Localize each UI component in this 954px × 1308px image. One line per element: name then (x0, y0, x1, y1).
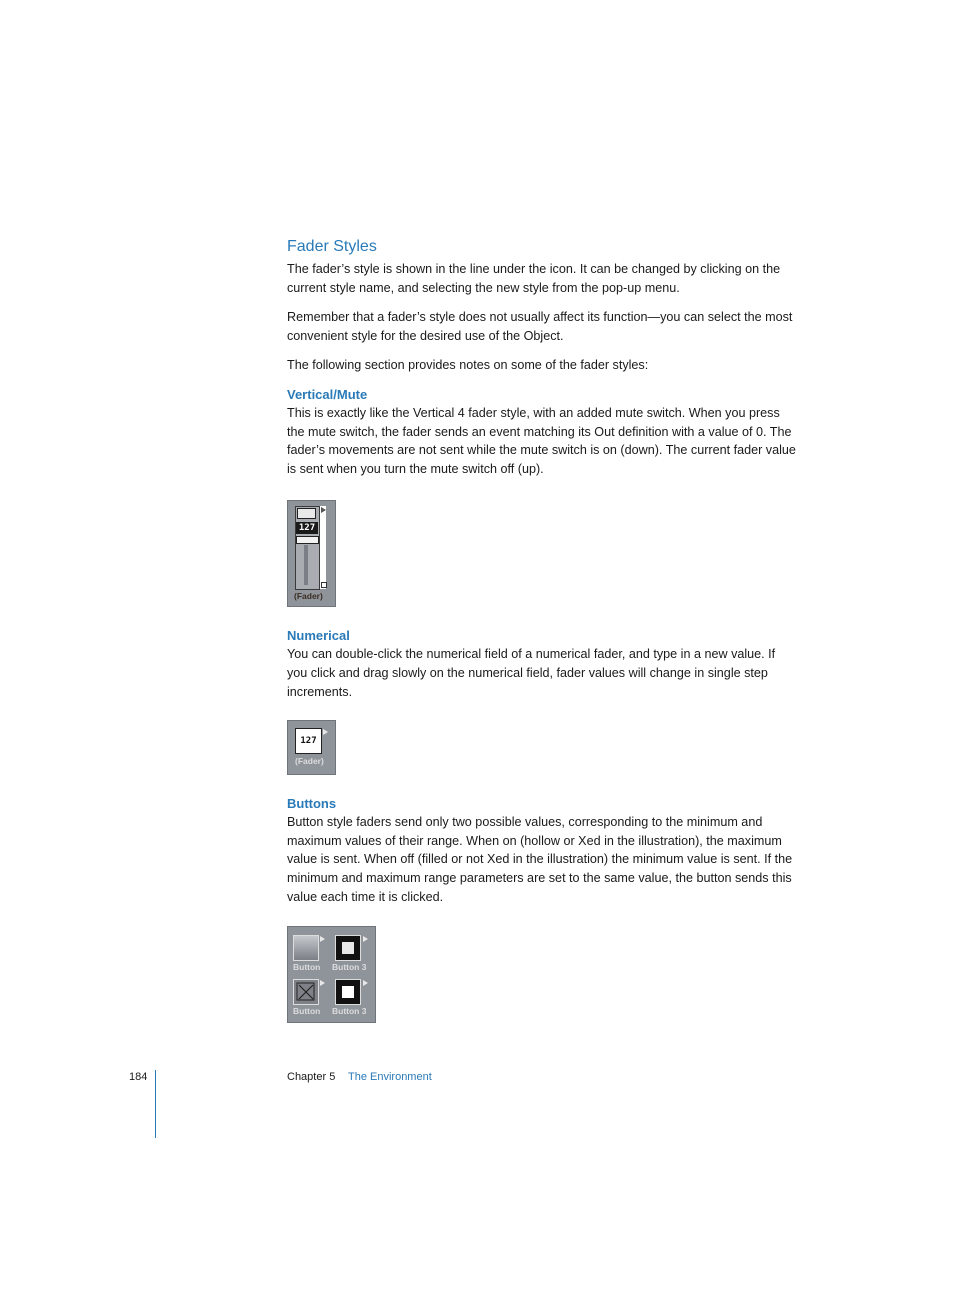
fader-style-label[interactable]: (Fader) (295, 756, 324, 767)
footer-chapter-title[interactable]: The Environment (348, 1071, 432, 1083)
xed-button-on[interactable] (293, 979, 319, 1005)
button-label-4: Button 3 (332, 1006, 367, 1017)
fader-value-display: 127 (296, 522, 318, 534)
fader-style-label[interactable]: (Fader) (294, 591, 323, 602)
output-arrow-icon (320, 980, 325, 986)
buttons-fader-figure (287, 926, 376, 1023)
x-mark-icon (294, 980, 318, 1004)
vertical-mute-fader-figure (287, 500, 336, 607)
fader-slot (304, 545, 308, 585)
footer-divider (155, 1070, 156, 1138)
output-arrow-icon (320, 936, 325, 942)
buttons-heading: Buttons (287, 796, 337, 812)
vertical-mute-heading: Vertical/Mute (287, 386, 368, 402)
output-arrow-icon (323, 729, 328, 735)
page-number: 184 (129, 1071, 148, 1083)
fader-handle (296, 536, 319, 544)
white-button[interactable] (335, 979, 361, 1005)
button-label-3: Button (293, 1006, 321, 1017)
footer-chapter: Chapter 5 (287, 1071, 336, 1083)
range-strip (320, 506, 326, 589)
mute-switch (297, 508, 316, 519)
numerical-heading: Numerical (287, 628, 350, 644)
page-content (287, 236, 797, 1023)
buttons-body: Button style faders send only two possible values, corresponding to the minimum and maximum values of their range. When on (hollow or Xed in the illustration), the maximum value is sent. When off (filled or not Xed in the illustration) the minimum value is sent. If the minimum and maximum range parameters are set to the same value, the button sends this value each time it is clicked. (287, 815, 793, 904)
numerical-body: You can double-click the numerical field of a numerical fader, and type in a new value. If you click and drag slowly on the numerical field, fader values will change in single step increments. (287, 647, 776, 699)
intro-paragraph-1: The fader’s style is shown in the line under the icon. It can be changed by clicking on the current style name, and selecting the new style from the pop-up menu. (287, 262, 781, 295)
section-title: Fader Styles (287, 238, 377, 255)
output-arrow-icon (321, 507, 326, 513)
intro-paragraph-2: Remember that a fader’s style does not usually affect its function—you can select the most convenient style for the desired use of the Object. (287, 310, 793, 343)
output-arrow-icon (363, 980, 368, 986)
button-label-2: Button 3 (332, 962, 367, 973)
vertical-mute-body: This is exactly like the Vertical 4 fader style, with an added mute switch. When you press the mute switch, the fader sends an event matching its Out definition with a value of 0. The fader’s movements are not sent while the mute switch is on (down). The current fader value is sent when you turn the mute switch off (up). (287, 405, 796, 476)
intro-paragraph-3: The following section provides notes on some of the fader styles: (287, 358, 649, 373)
output-arrow-icon (363, 936, 368, 942)
numerical-fader-figure (287, 720, 336, 775)
numerical-value-field[interactable]: 127 (295, 728, 322, 754)
button-label-1: Button (293, 962, 321, 973)
filled-button-off[interactable] (293, 935, 319, 961)
hollow-button-on[interactable] (335, 935, 361, 961)
connector-square-icon (321, 582, 327, 588)
